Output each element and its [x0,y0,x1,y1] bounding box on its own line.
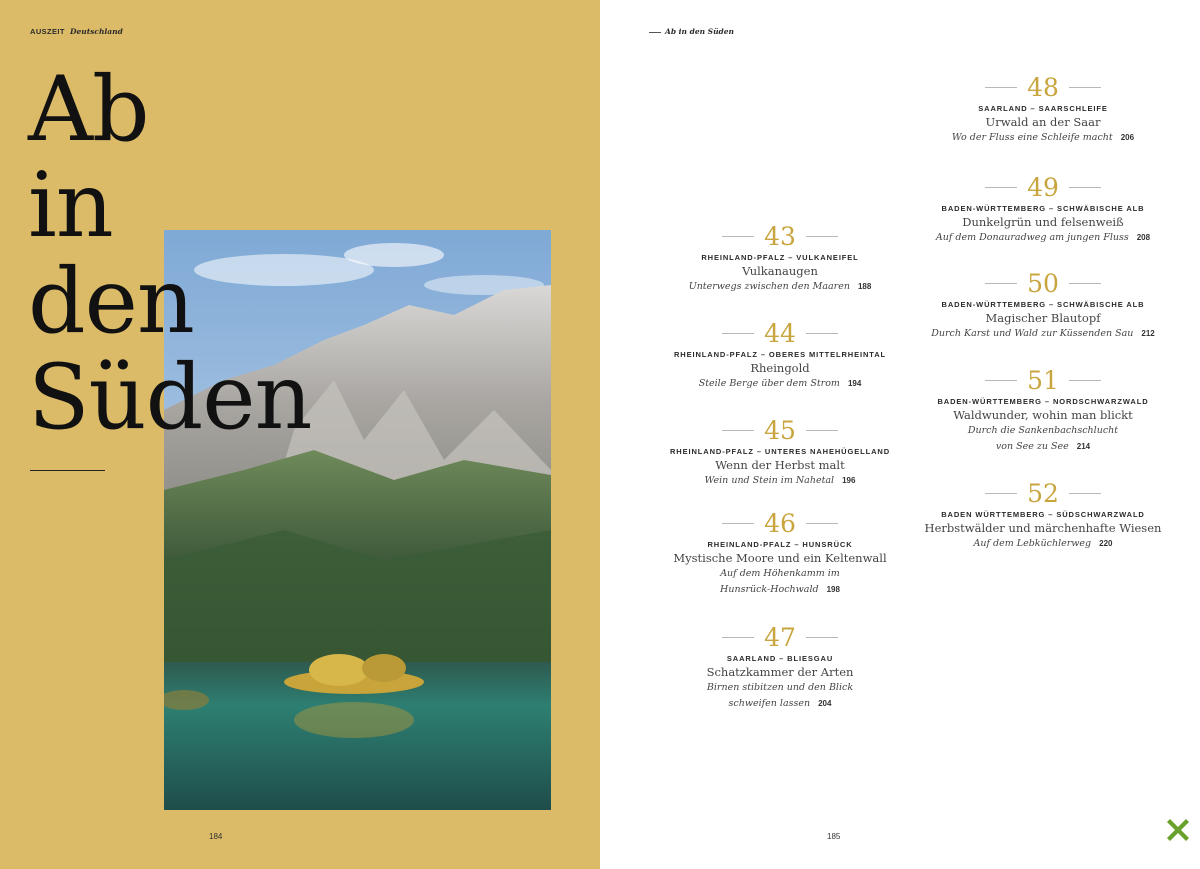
running-head-brand: AUSZEIT [30,27,65,36]
toc-number: 49 [918,174,1168,201]
right-page [600,0,1200,869]
toc-region: SAARLAND – SAARSCHLEIFE [978,104,1108,113]
toc-region: BADEN-WÜRTTEMBERG – SCHWÄBISCHE ALB [941,204,1145,213]
chapter-title-line-2: in [28,153,113,258]
toc-region: RHEINLAND-PFALZ – UNTERES NAHEHÜGELLAND [669,447,891,456]
toc-region: RHEINLAND-PFALZ – OBERES MITTELRHEINTAL [673,350,887,359]
toc-entry-47[interactable] [665,624,895,712]
toc-subtitle-text: Auf dem Donauradweg am jungen Fluss [935,232,1129,243]
page-number-left: 184 [209,832,223,841]
toc-entry-44[interactable] [665,320,895,392]
toc-entry-46[interactable] [665,510,895,598]
toc-number: 46 [665,510,895,537]
toc-title: Dunkelgrün und felsenweiß [962,215,1124,229]
toc-number: 44 [665,320,895,347]
toc-number: 48 [918,74,1168,101]
toc-subtitle [665,582,895,598]
toc-region: BADEN-WÜRTTEMBERG – SCHWÄBISCHE ALB [941,300,1145,309]
running-head-dash [649,32,661,33]
toc-title: Herbstwälder und märchenhafte Wiesen [924,521,1162,535]
toc-subtitle-text: Wo der Fluss eine Schleife macht [951,132,1113,143]
toc-title: Schatzkammer der Arten [706,665,854,679]
toc-subtitle-line-1: Auf dem Höhenkamm im [720,568,840,579]
toc-page-number: 188 [857,282,872,291]
toc-number: 52 [918,480,1168,507]
toc-entry-49[interactable] [918,174,1168,246]
toc-number: 43 [665,223,895,250]
toc-number: 45 [665,417,895,444]
toc-page-number: 220 [1099,539,1113,548]
toc-subtitle [918,326,1168,342]
toc-entry-43[interactable] [665,223,895,295]
toc-subtitle [918,536,1168,552]
toc-subtitle [918,439,1168,455]
toc-title: Rheingold [750,361,810,375]
toc-page-number: 214 [1076,442,1091,451]
toc-number: 47 [665,624,895,651]
toc-subtitle-line-1: Durch die Sankenbachschlucht [967,425,1119,436]
toc-page-number: 194 [847,379,862,388]
chapter-title-line-4: Süden [28,345,312,450]
toc-page-number: 196 [842,476,856,485]
toc-number: 51 [918,367,1168,394]
running-head-left [30,27,123,36]
toc-page-number: 204 [818,699,832,708]
page-number-right: 185 [827,832,841,841]
toc-region: RHEINLAND-PFALZ – HUNSRÜCK [707,540,853,549]
toc-page-number: 206 [1120,133,1135,142]
chapter-title-line-3: den [28,249,194,354]
toc-number: 50 [918,270,1168,297]
toc-page-number: 198 [826,585,840,594]
toc-entry-51[interactable] [918,367,1168,455]
toc-subtitle [665,473,895,489]
toc-title: Mystische Moore und ein Keltenwall [673,551,887,565]
toc-entry-52[interactable] [918,480,1168,552]
toc-region: RHEINLAND-PFALZ – VULKANEIFEL [701,253,859,262]
toc-title: Urwald an der Saar [985,115,1101,129]
toc-title: Vulkanaugen [742,264,818,278]
toc-subtitle-text: Hunsrück-Hochwald [720,584,819,595]
toc-subtitle [918,230,1168,246]
toc-page-number: 212 [1141,329,1155,338]
toc-subtitle [665,376,895,392]
chapter-title-line-1: Ab [28,57,149,162]
toc-title: Waldwunder, wohin man blickt [953,408,1133,422]
toc-subtitle-line-1: Birnen stibitzen und den Blick [706,682,854,693]
toc-subtitle [665,279,895,295]
running-head-section: Deutschland [69,27,123,36]
toc-subtitle-text: Durch Karst und Wald zur Küssenden Sau [931,328,1134,339]
toc-subtitle-text: Wein und Stein im Nahetal [704,475,835,486]
close-x-icon [1160,812,1196,848]
toc-subtitle-text: Auf dem Lebküchlerweg [973,538,1092,549]
toc-entry-48[interactable] [918,74,1168,146]
toc-subtitle-text: Unterwegs zwischen den Maaren [688,281,850,292]
toc-subtitle [918,130,1168,146]
title-rule [30,470,105,471]
toc-subtitle [665,696,895,712]
toc-entry-50[interactable] [918,270,1168,342]
chapter-title [28,57,312,450]
running-head-right [649,27,734,36]
toc-region: SAARLAND – BLIESGAU [726,654,834,663]
toc-page-number: 208 [1136,233,1151,242]
toc-subtitle-text: schweifen lassen [728,698,811,709]
toc-subtitle-text: Steile Berge über dem Strom [698,378,840,389]
toc-subtitle-text: von See zu See [995,441,1069,452]
running-head-text: Ab in den Süden [665,27,735,36]
toc-title: Magischer Blautopf [985,311,1101,325]
toc-region: BADEN WÜRTTEMBERG – SÜDSCHWARZWALD [941,510,1145,519]
toc-title: Wenn der Herbst malt [715,458,845,472]
toc-region: BADEN-WÜRTTEMBERG – NORDSCHWARZWALD [937,397,1149,406]
toc-entry-45[interactable] [665,417,895,489]
close-button[interactable] [1160,812,1196,848]
